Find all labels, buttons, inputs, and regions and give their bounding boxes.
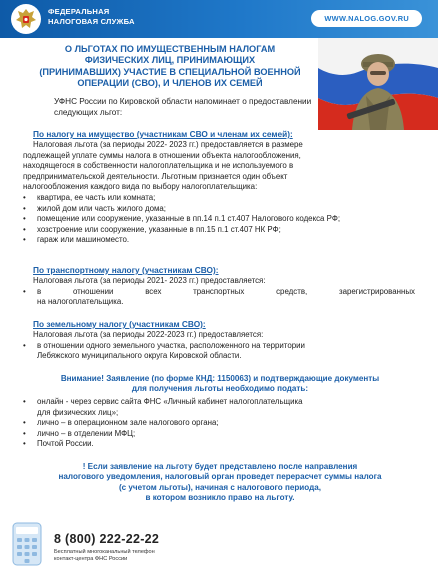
recalculation-notice — [30, 462, 410, 503]
property-line: предпринимательской деятельности. Льготным признается один объект — [23, 171, 288, 181]
submission-list — [23, 397, 415, 450]
list-item: • гараж или машиноместо. — [23, 235, 415, 246]
phone-caption — [54, 549, 155, 563]
land-tax-heading: По земельному налогу (участникам СВО): — [33, 319, 206, 329]
notice-line: (с учетом льготы), начиная с налогового периода, — [118, 482, 322, 492]
list-item: • квартира, ее часть или комната; — [23, 193, 415, 204]
transport-line: Налоговая льгота (за периоды 2021- 2023 гг.) предоставляется: — [33, 276, 266, 285]
list-item: • Почтой России. — [23, 439, 415, 450]
land-line: Налоговая льгота (за периоды 2022-2023 гг.) предоставляется: — [33, 330, 264, 339]
list-item: • помещение или сооружение, указанные в пп.14 п.1 ст.407 Налогового кодекса РФ; — [23, 214, 415, 225]
land-item-line: Лебяжского муниципального округа Кировской области. — [37, 351, 242, 361]
caption-line: Бесплатный многоканальный телефон — [54, 549, 155, 555]
property-line: подлежащей уплате суммы налога в отношении объекта налогообложения, — [23, 150, 301, 160]
land-item-line: • в отношении одного земельного участка, расположенного на территории — [37, 340, 305, 350]
method-line: для физических лиц»; — [37, 407, 119, 417]
transport-tax-body — [23, 276, 415, 308]
property-line: налогообложения каждого вида по выбору налогоплательщика: — [23, 182, 258, 192]
list-item — [23, 341, 415, 362]
land-list — [23, 341, 415, 362]
attention-line: Внимание! Заявление (по форме КНД: 1150063) и подтверждающие документы — [60, 374, 380, 383]
property-tax-heading: По налогу на имущество (участникам СВО и членам их семей): — [33, 129, 293, 139]
service-name — [48, 7, 135, 27]
property-list — [23, 193, 415, 246]
list-item: • жилой дом или часть жилого дома; — [23, 204, 415, 215]
list-item — [23, 397, 415, 418]
emblem-icon — [10, 3, 42, 35]
intro-text: УФНС России по Кировской области напоминает о предоставлении следующих льгот: — [54, 97, 312, 117]
land-tax-body — [23, 330, 415, 362]
service-name-line1: ФЕДЕРАЛЬНАЯ — [48, 7, 110, 16]
caption-line: контакт-центра ФНС России — [54, 556, 128, 562]
title-line: ФИЗИЧЕСКИХ ЛИЦ, ПРИНИМАЮЩИХ — [84, 55, 256, 66]
list-item — [23, 287, 415, 308]
property-line: находящегося в собственности налогоплательщика и не используемого в — [23, 161, 294, 171]
list-item: • лично – в операционном зале налогового органа; — [23, 418, 415, 429]
transport-tax-heading: По транспортному налогу (участникам СВО): — [33, 265, 219, 275]
transport-item-line2: на налогоплательщика. — [37, 297, 124, 307]
header-bar — [0, 0, 438, 38]
submission-methods — [23, 397, 415, 450]
attention-line: для получения льготы необходимо подать: — [131, 384, 309, 394]
phone-number[interactable]: 8 (800) 222-22-22 — [54, 532, 160, 546]
notice-line: ! Если заявление на льготу будет представлено после направления — [82, 462, 358, 471]
title-line: (ПРИНИМАВШИХ) УЧАСТИЕ В СПЕЦИАЛЬНОЙ ВОЕННОЙ — [39, 66, 301, 77]
title-line: ОПЕРАЦИИ (СВО), И ЧЛЕНОВ ИХ СЕМЕЙ — [77, 78, 263, 89]
property-line: Налоговая льгота (за периоды 2022- 2023 гг.) предоставляется в размере — [33, 140, 303, 149]
attention-heading — [30, 374, 410, 395]
notice-line: в котором возникло право на льготу. — [145, 492, 295, 502]
property-tax-body — [23, 140, 415, 246]
notice-line: налогового уведомления, налоговый орган проведет перерасчет суммы налога — [58, 472, 382, 482]
phone-icon — [12, 522, 42, 566]
title-line: О ЛЬГОТАХ ПО ИМУЩЕСТВЕННЫМ НАЛОГАМ — [64, 44, 276, 54]
website-link[interactable]: WWW.NALOG.GOV.RU — [311, 10, 422, 27]
service-name-line2: НАЛОГОВАЯ СЛУЖБА — [48, 17, 135, 26]
transport-list — [23, 287, 415, 308]
soldier-flag-image — [318, 38, 438, 130]
list-item: • хозстроение или сооружение, указанные в пп.15 п.1 ст.407 НК РФ; — [23, 225, 415, 236]
page-title — [28, 44, 312, 90]
method-line: • онлайн - через сервис сайта ФНС «Личный кабинет налогоплательщика — [37, 397, 303, 406]
list-item: • лично – в отделении МФЦ; — [23, 429, 415, 440]
transport-item-line1: • в отношении всех транспортных средств, зарегистрированных — [37, 286, 415, 296]
